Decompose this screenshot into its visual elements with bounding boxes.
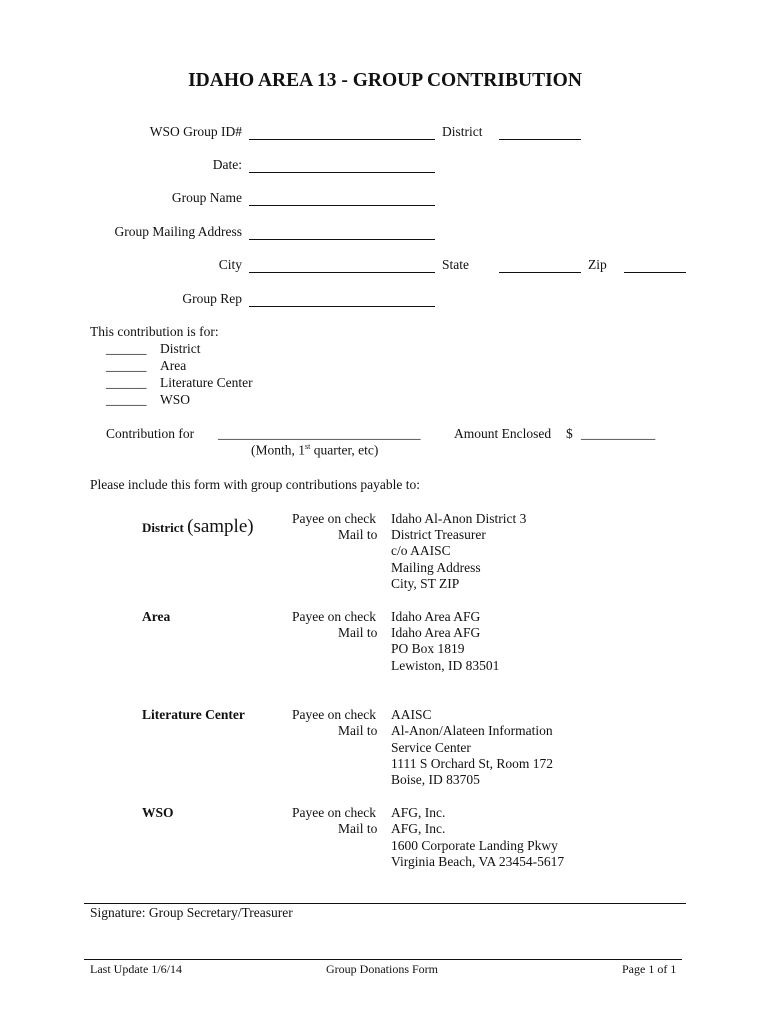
address-line: AFG, Inc. — [391, 821, 446, 836]
group-name-field[interactable] — [249, 205, 435, 206]
amount-enclosed-label: Amount Enclosed — [454, 426, 552, 441]
payee-name: District (sample) — [142, 516, 254, 537]
address-line: 1600 Corporate Landing Pkwy — [391, 838, 558, 853]
footer-last-update: Last Update 1/6/14 — [90, 962, 182, 976]
date-label: Date: — [212, 157, 242, 172]
address-line: Idaho Area AFG — [391, 625, 481, 640]
zip-label: Zip — [588, 257, 607, 272]
group-mailing-address-label: Group Mailing Address — [114, 224, 242, 239]
group-rep-label: Group Rep — [182, 291, 242, 306]
zip-field[interactable] — [624, 272, 686, 273]
footer-form-name: Group Donations Form — [326, 962, 438, 976]
mail-label: Mail to — [338, 723, 378, 738]
date-field[interactable] — [249, 172, 435, 173]
state-field[interactable] — [499, 272, 581, 273]
address-line: District Treasurer — [391, 527, 486, 542]
option-blank[interactable]: ______ — [106, 358, 147, 373]
wso-group-id-field[interactable] — [249, 139, 435, 140]
footer-divider — [84, 959, 682, 960]
signature-label: Signature: Group Secretary/Treasurer — [90, 905, 293, 920]
address-line: Lewiston, ID 83501 — [391, 658, 500, 673]
address-line: Boise, ID 83705 — [391, 772, 480, 787]
payee-name: WSO — [142, 805, 174, 820]
state-label: State — [442, 257, 469, 272]
mail-label: Mail to — [338, 625, 378, 640]
address-line: c/o AAISC — [391, 543, 451, 558]
payee-name: Area — [142, 609, 171, 624]
currency-symbol: $ — [566, 426, 573, 441]
address-line: City, ST ZIP — [391, 576, 460, 591]
address-line: Idaho Al-Anon District 3 — [391, 511, 527, 526]
group-name-label: Group Name — [171, 190, 242, 205]
option-literature-center-label: Literature Center — [160, 375, 253, 390]
wso-group-id-label: WSO Group ID# — [149, 124, 242, 139]
option-blank[interactable]: ______ — [106, 375, 147, 390]
payee-label: Payee on check — [292, 707, 376, 722]
address-line: Service Center — [391, 740, 471, 755]
district-label: District — [442, 124, 483, 139]
contribution-for-hint: (Month, 1st quarter, etc) — [251, 442, 379, 458]
address-line: PO Box 1819 — [391, 641, 465, 656]
address-line: Virginia Beach, VA 23454-5617 — [391, 854, 565, 869]
option-area-label: Area — [160, 358, 187, 373]
city-label: City — [218, 257, 242, 272]
amount-field[interactable]: ___________ — [581, 426, 656, 441]
contribution-heading: This contribution is for: — [90, 324, 219, 339]
option-district-label: District — [160, 341, 201, 356]
mail-label: Mail to — [338, 821, 378, 836]
payee-label: Payee on check — [292, 805, 376, 820]
footer-page-number: Page 1 of 1 — [622, 962, 677, 976]
group-mailing-address-field[interactable] — [249, 239, 435, 240]
instructions: Please include this form with group contributions payable to: — [90, 477, 420, 492]
address-line: AAISC — [391, 707, 432, 722]
address-line: Mailing Address — [391, 560, 481, 575]
option-blank[interactable]: ______ — [106, 341, 147, 356]
page-title: IDAHO AREA 13 - GROUP CONTRIBUTION — [188, 70, 582, 91]
signature-line[interactable] — [84, 903, 686, 904]
payee-name: Literature Center — [142, 707, 245, 722]
payee-label: Payee on check — [292, 511, 376, 526]
district-field[interactable] — [499, 139, 581, 140]
city-field[interactable] — [249, 272, 435, 273]
payee-label: Payee on check — [292, 609, 376, 624]
address-line: Al-Anon/Alateen Information — [391, 723, 553, 738]
option-wso-label: WSO — [160, 392, 190, 407]
group-rep-field[interactable] — [249, 306, 435, 307]
contribution-for-field[interactable]: ______________________________ — [218, 426, 421, 441]
option-blank[interactable]: ______ — [106, 392, 147, 407]
contribution-for-label: Contribution for — [106, 426, 195, 441]
address-line: Idaho Area AFG — [391, 609, 481, 624]
mail-label: Mail to — [338, 527, 378, 542]
address-line: AFG, Inc. — [391, 805, 446, 820]
address-line: 1111 S Orchard St, Room 172 — [391, 756, 553, 771]
